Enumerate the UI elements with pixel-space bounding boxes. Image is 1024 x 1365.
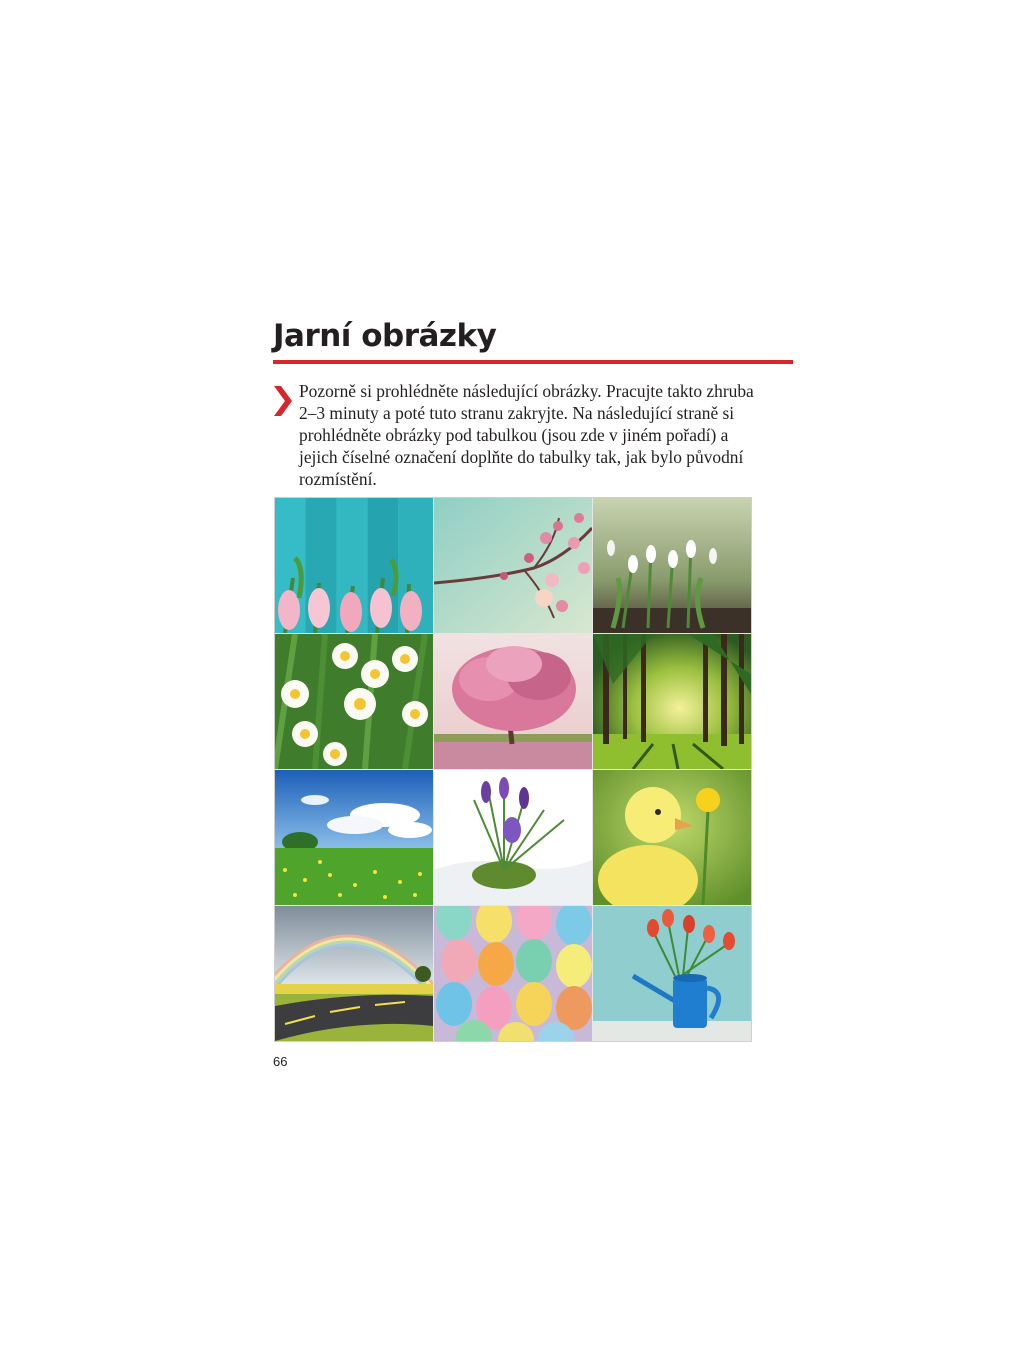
colorful-easter-eggs-image [434,906,592,1041]
chevron-right-icon [274,386,292,416]
yellow-duckling-dandelion-image [593,770,751,905]
title-underline [273,360,793,364]
rainbow-over-road-image [275,906,433,1041]
page-title: Jarní obrázky [273,318,497,354]
tulips-on-turquoise-wood-image [275,498,433,633]
instructions-paragraph: Pozorně si prohlédněte následující obrázky. Pracujte takto zhruba 2–3 minuty a poté tuto stranu zakryjte. Na následující straně si prohlédněte obrázky pod tabulkou (jsou zde v jiném pořadí) a jejich číselné označení doplňte do tabulky tak, jak bylo původní rozmístění. [299,381,754,489]
pink-blossom-branch-image [434,498,592,633]
image-grid [274,497,752,1042]
green-meadow-blue-sky-image [275,770,433,905]
page-number: 66 [273,1054,288,1069]
red-tulips-in-watering-can-image [593,906,751,1041]
white-daffodils-image [275,634,433,769]
snowdrops-image [593,498,751,633]
sunlit-forest-image [593,634,751,769]
purple-crocus-in-snow-image [434,770,592,905]
blooming-pink-tree-image [434,634,592,769]
